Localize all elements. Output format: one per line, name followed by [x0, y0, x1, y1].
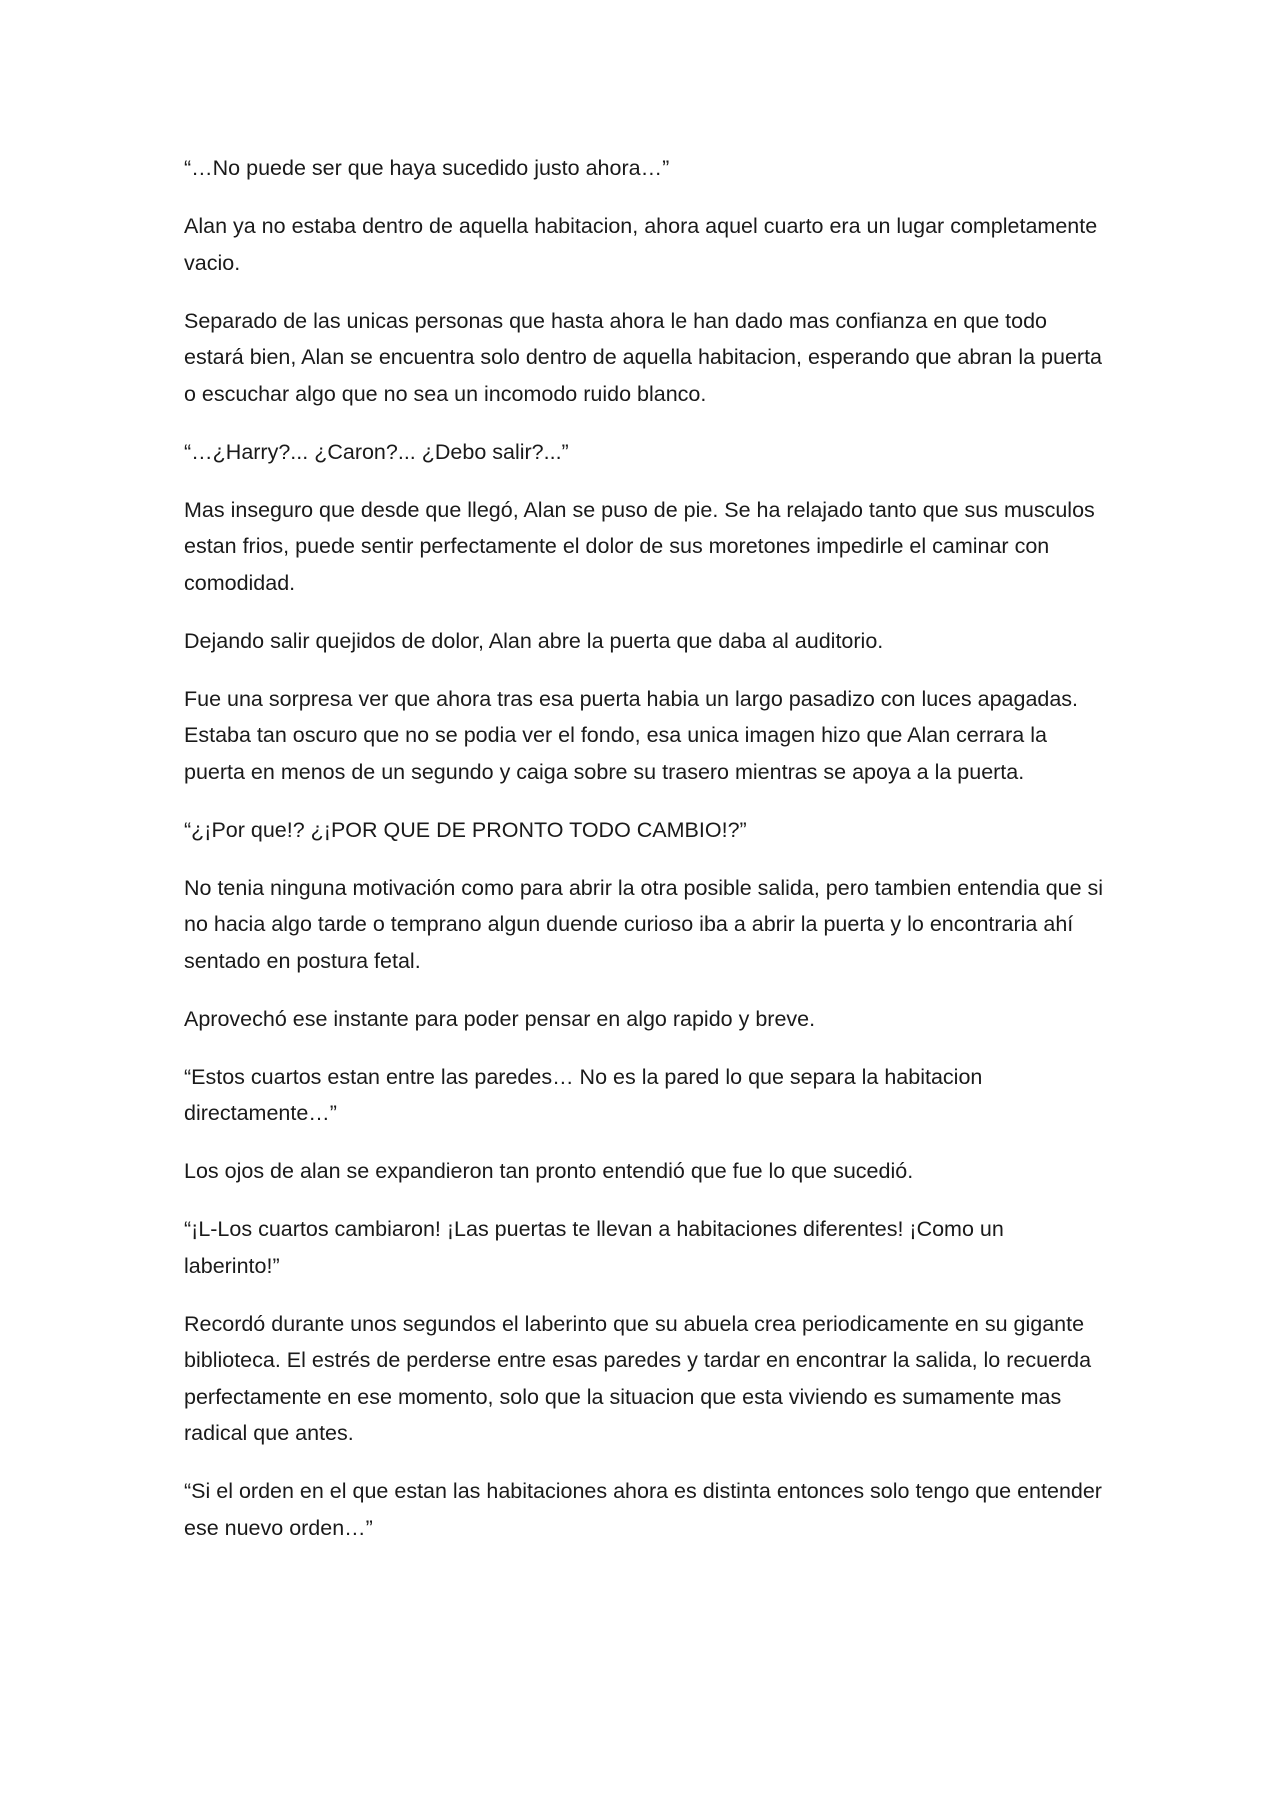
paragraph: Mas inseguro que desde que llegó, Alan se puso de pie. Se ha relajado tanto que sus musculos estan frios, puede sentir perfectamente el dolor de sus moretones impedirle el caminar con comodidad.: [184, 497, 1095, 595]
paragraph: Aprovechó ese instante para poder pensar en algo rapido y breve.: [184, 1006, 816, 1031]
paragraph: “Si el orden en el que estan las habitaciones ahora es distinta entonces solo tengo que entender ese nuevo orden…”: [184, 1479, 1102, 1540]
paragraph: No tenia ninguna motivación como para abrir la otra posible salida, pero tambien entendia que si no hacia algo tarde o temprano algun duende curioso iba a abrir la puerta y lo encontraria ahí sentado en postura fetal.: [184, 875, 1104, 973]
paragraph: “…No puede ser que haya sucedido justo ahora…”: [184, 156, 670, 180]
paragraph: “…¿Harry?... ¿Caron?... ¿Debo salir?...”: [184, 439, 569, 464]
paragraph: Alan ya no estaba dentro de aquella habitacion, ahora aquel cuarto era un lugar completamente vacio.: [184, 214, 1098, 275]
document-body: [184, 150, 1104, 1568]
paragraph: “Estos cuartos estan entre las paredes… No es la pared lo que separa la habitacion directamente…”: [184, 1064, 983, 1125]
paragraph: Fue una sorpresa ver que ahora tras esa puerta habia un largo pasadizo con luces apagadas. Estaba tan oscuro que no se podia ver el fondo, esa unica imagen hizo que Alan cerrara la puerta en menos de un segundo y caiga sobre su trasero mientras se apoya a la puerta.: [184, 686, 1079, 784]
paragraph: Dejando salir quejidos de dolor, Alan abre la puerta que daba al auditorio.: [184, 628, 884, 653]
paragraph: “¿¡Por que!? ¿¡POR QUE DE PRONTO TODO CAMBIO!?”: [184, 817, 747, 842]
paragraph: Separado de las unicas personas que hasta ahora le han dado mas confianza en que todo estará bien, Alan se encuentra solo dentro de aquella habitacion, esperando que abran la puerta o escuchar algo que no sea un incomodo ruido blanco.: [184, 308, 1103, 406]
paragraph: “¡L-Los cuartos cambiaron! ¡Las puertas te llevan a habitaciones diferentes! ¡Como un laberinto!”: [184, 1217, 1004, 1278]
paragraph: Recordó durante unos segundos el laberinto que su abuela crea periodicamente en su gigante biblioteca. El estrés de perderse entre esas paredes y tardar en encontrar la salida, lo recuerda perfectamente en ese momento, solo que la situacion que esta viviendo es sumamente mas radical que antes.: [184, 1311, 1092, 1445]
paragraph: Los ojos de alan se expandieron tan pronto entendió que fue lo que sucedió.: [184, 1159, 914, 1183]
